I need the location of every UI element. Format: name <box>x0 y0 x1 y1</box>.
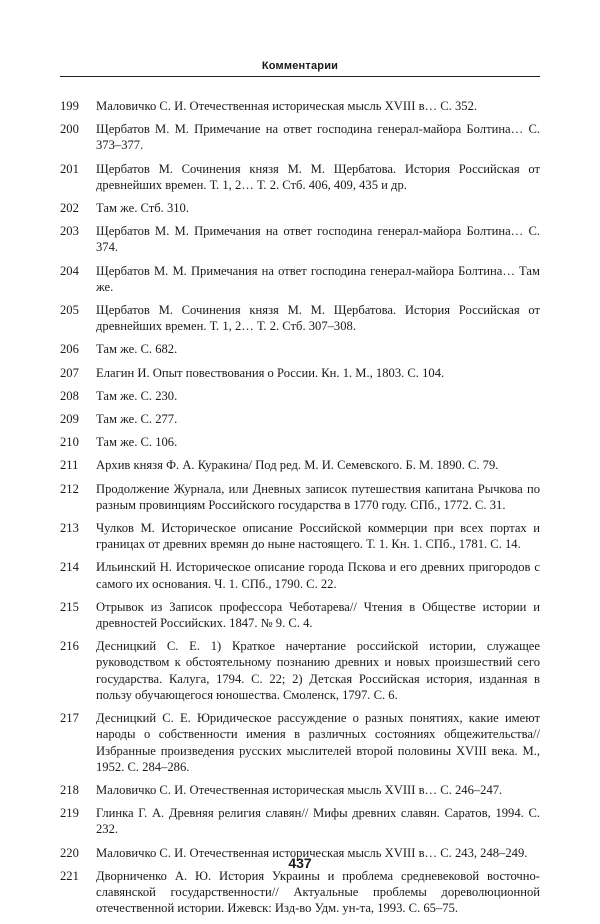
note-text: Десницкий С. Е. 1) Краткое начертание российской истории, служащее руководством к обстоятельному познанию древних и новых произшествий сего государства. Калуга, 1794. С. 22; 2) Детская Российская история, изданная в пользу обучающегося юношества. Смоленск, 1797. С. 6. <box>96 639 540 702</box>
note-text: Там же. С. 106. <box>96 435 178 450</box>
note-item <box>60 457 540 473</box>
note-number: 200 <box>60 122 79 137</box>
note-number: 202 <box>60 201 79 216</box>
note-item <box>60 559 540 591</box>
note-item <box>60 388 540 404</box>
note-text: Щербатов М. М. Примечания на ответ господина генерал-майора Болтина… Там же. <box>96 263 540 294</box>
note-text: Щербатов М. Сочинения князя М. М. Щербатова. История Российская от древнейших времен. Т. 1, 2… Т. 2. Стб. 307–308. <box>96 303 540 334</box>
notes-list <box>60 98 540 923</box>
note-number: 204 <box>60 263 79 278</box>
note-item <box>60 805 540 837</box>
note-item <box>60 782 540 798</box>
note-text: Маловичко С. И. Отечественная историческая мысль XVIII в… С. 352. <box>96 99 478 113</box>
note-number: 220 <box>60 845 79 860</box>
note-text: Щербатов М. Сочинения князя М. М. Щербатова. История Российская от древнейших времен. Т. 1, 2… Т. 2. Стб. 406, 409, 435 и др. <box>96 161 540 192</box>
note-item <box>60 599 540 631</box>
note-text: Маловичко С. И. Отечественная историческая мысль XVIII в… С. 243, 248–249. <box>96 845 528 860</box>
note-item <box>60 200 540 216</box>
note-number: 216 <box>60 639 79 654</box>
note-item <box>60 481 540 513</box>
note-item <box>60 302 540 334</box>
note-number: 213 <box>60 521 79 536</box>
note-number: 217 <box>60 711 79 726</box>
note-number: 218 <box>60 782 79 797</box>
note-text: Глинка Г. А. Древняя религия славян// Мифы древних славян. Саратов, 1994. С. 232. <box>96 806 540 837</box>
note-item <box>60 341 540 357</box>
note-number: 215 <box>60 599 79 614</box>
note-item <box>60 263 540 295</box>
note-text: Продолжение Журнала, или Дневных записок путешествия капитана Рычкова по разным провинциям Российского государства в 1770 году. СПб., 1772. С. 31. <box>96 481 540 512</box>
note-number: 206 <box>60 342 79 357</box>
note-text: Чулков М. Историческое описание Российской коммерции при всех портах и границах от древних времян до ныне настоящего. Т. 1. Кн. 1. СПб., 1781. С. 14. <box>96 521 540 552</box>
note-item <box>60 710 540 775</box>
note-item <box>60 520 540 552</box>
note-item <box>60 868 540 917</box>
note-item <box>60 411 540 427</box>
running-header: Комментарии <box>261 60 339 72</box>
note-text: Щербатов М. М. Примечание на ответ господина генерал-майора Болтина… С. 373–377. <box>96 122 540 153</box>
note-item <box>60 223 540 255</box>
note-number: 209 <box>60 412 79 427</box>
note-item <box>60 365 540 381</box>
note-number: 211 <box>60 458 79 473</box>
note-number: 205 <box>60 303 79 318</box>
note-number: 208 <box>60 388 79 403</box>
note-number: 219 <box>60 806 79 821</box>
note-number: 207 <box>60 365 79 380</box>
note-number: 201 <box>60 161 79 176</box>
note-item <box>60 161 540 193</box>
note-item <box>60 434 540 450</box>
note-text: Щербатов М. М. Примечания на ответ господина генерал-майора Болтина… С. 374. <box>96 224 540 255</box>
note-text: Маловичко С. И. Отечественная историческая мысль XVIII в… С. 246–247. <box>96 782 503 797</box>
note-number: 214 <box>60 560 79 575</box>
note-text: Десницкий С. Е. Юридическое рассуждение о разных понятиях, какие имеют народы о собственности имения в различных состояниях общежительства// Избранные произведения русских мыслителей второй половины XVIII века. М., 1952. С. 284–286. <box>96 711 540 774</box>
note-number: 203 <box>60 224 79 239</box>
note-text: Елагин И. Опыт повествования о России. Кн. 1. М., 1803. С. 104. <box>96 365 445 380</box>
note-number: 210 <box>60 435 79 450</box>
note-text: Там же. С. 682. <box>96 342 178 357</box>
note-text: Архив князя Ф. А. Куракина/ Под ред. М. И. Семевского. Б. М. 1890. С. 79. <box>96 458 499 473</box>
note-number: 212 <box>60 481 79 496</box>
note-number: 221 <box>60 868 79 883</box>
note-text: Там же. С. 277. <box>96 412 178 427</box>
header-rule <box>60 76 540 77</box>
note-text: Дворниченко А. Ю. История Украины и проблема средневековой восточно-славянской государственности// Актуальные проблемы дореволюционной отечественной истории. Ижевск: Изд-во Удм. ун-та, 1993. С. 65–75. <box>96 868 540 916</box>
note-text: Там же. Стб. 310. <box>96 201 189 216</box>
page-number: 437 <box>288 855 312 871</box>
note-text: Отрывок из Записок профессора Чеботарева// Чтения в Обществе истории и древностей Российских. 1847. № 9. С. 4. <box>96 599 540 631</box>
note-number: 199 <box>60 99 79 113</box>
note-item <box>60 98 540 114</box>
note-item <box>60 121 540 153</box>
note-text: Ильинский Н. Историческое описание города Пскова и его древних пригородов с самого их основания. Ч. 1. СПб., 1790. С. 22. <box>96 560 540 591</box>
note-item <box>60 638 540 703</box>
note-text: Там же. С. 230. <box>96 388 178 403</box>
